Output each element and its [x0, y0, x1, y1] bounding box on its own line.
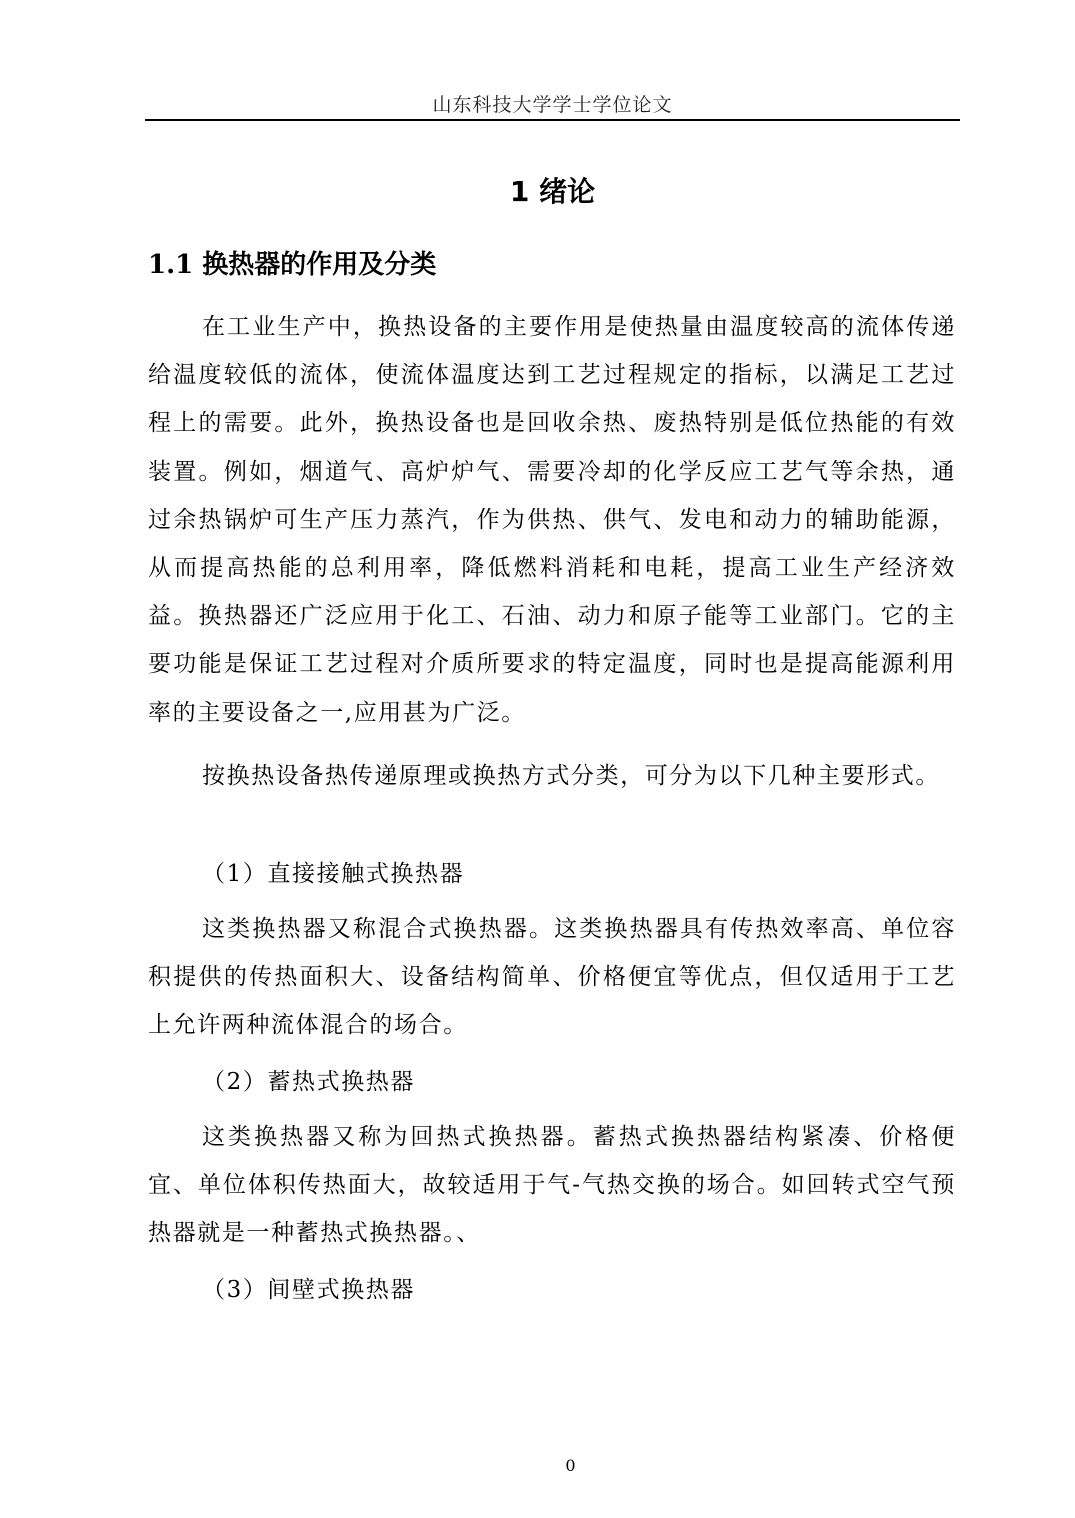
- list-item-direct-contact: （1）直接接触式换热器: [202, 861, 465, 887]
- header-rule: [145, 119, 960, 121]
- paragraph-classification: 按换热设备热传递原理或换热方式分类，可分为以下几种主要形式。: [202, 763, 940, 789]
- page-number: 0: [565, 1456, 576, 1475]
- paragraph-regenerative: 这类换热器又称为回热式换热器。蓄热式换热器结构紧凑、价格便宜、单位体积传热面大，故较适用于气-气热交换的场合。如回转式空气预热器就是一种蓄热式换热器。、: [148, 1124, 956, 1247]
- list-item-regenerative: （2）蓄热式换热器: [202, 1069, 416, 1095]
- list-item-recuperative: （3）间壁式换热器: [202, 1277, 416, 1303]
- section-heading: 1.1 换热器的作用及分类: [148, 250, 437, 280]
- paragraph-intro: 在工业生产中，换热设备的主要作用是使热量由温度较高的流体传递给温度较低的流体，使流体温度达到工艺过程规定的指标，以满足工艺过程上的需要。此外，换热设备也是回收余热、废热特别是低位热能的有效装置。例如，烟道气、高炉炉气、需要冷却的化学反应工艺气等余热，通过余热锅炉可生产压力蒸汽，作为供热、供气、发电和动力的辅助能源，从而提高热能的总利用率，降低燃料消耗和电耗，提高工业生产经济效益。换热器还广泛应用于化工、石油、动力和原子能等工业部门。它的主要功能是保证工艺过程对介质所要求的特定温度，同时也是提高能源利用率的主要设备之一,应用甚为广泛。: [148, 314, 956, 726]
- chapter-title: 1 绪论: [509, 175, 596, 208]
- paragraph-direct-contact: 这类换热器又称混合式换热器。这类换热器具有传热效率高、单位容积提供的传热面积大、设备结构简单、价格便宜等优点，但仅适用于工艺上允许两种流体混合的场合。: [148, 916, 956, 1039]
- running-header: 山东科技大学学士学位论文: [432, 94, 673, 116]
